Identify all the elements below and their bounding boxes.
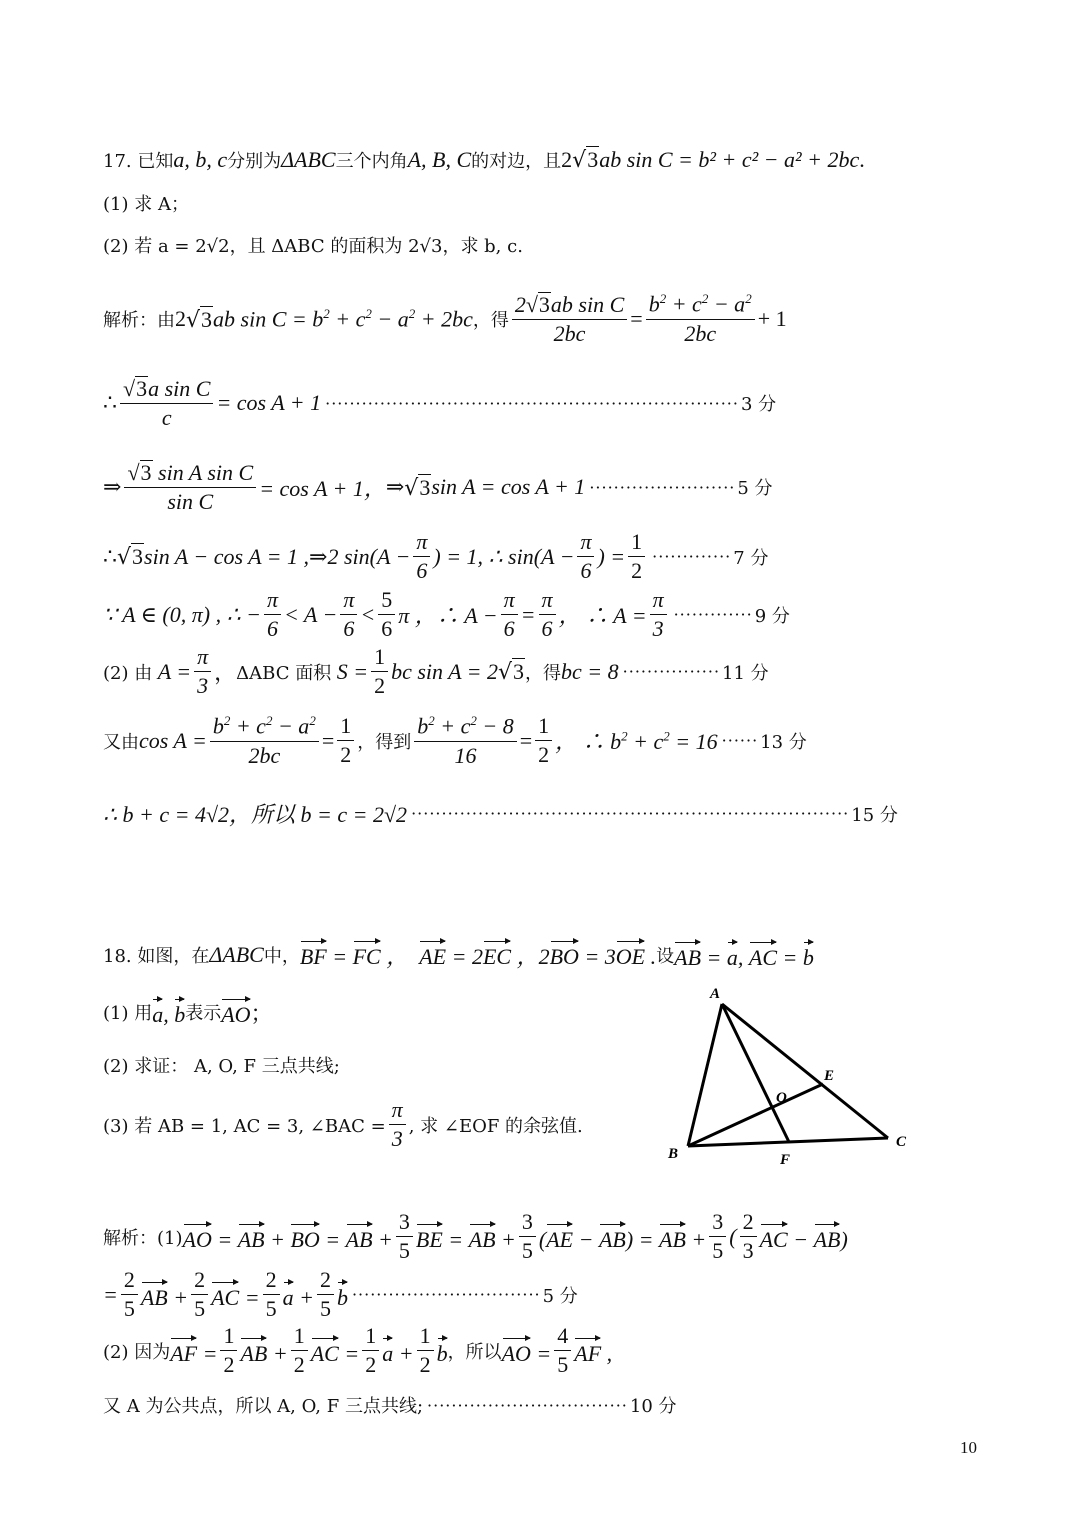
q17-intro-c: 三个内角 (335, 150, 408, 172)
q18-part1: (1) 用 a, b 表示 AO ； (103, 996, 273, 1028)
page-number: 10 (960, 1438, 977, 1457)
q18-score-5: 5 分 (542, 1285, 578, 1307)
q17-sol-label: 解析：由 (103, 310, 175, 332)
q18-part2 (103, 1052, 340, 1078)
q18-sol2-b: ，所以 (447, 1341, 502, 1363)
q18-score-10: 10 分 (629, 1396, 677, 1417)
q18-solution-2: (2) 因为 AF = $\frac{1}{2}$ AB + $\frac{1}{2}$ AC = $\frac{1}{2}$ a + $\frac{1}{2}$ b ，所以 AO = $\frac{4}{5}$ AF , (103, 1323, 613, 1378)
label-E: E (824, 1068, 835, 1084)
q17-intro-b: 分别为 (227, 150, 282, 172)
q17-step-7: ∴ √ 3 sin A − cos A = 1 , ⇒ 2 sin(A − $\frac{\pi}{6}$ ) = 1, ∴ sin(A − $\frac{\pi}{6}$ ) = $\frac{1}{2}$ ············· 7 分 (103, 529, 769, 584)
q17-sol-get: ，得 (472, 310, 509, 332)
q17-step11-mid: ΔABC 面积 (236, 662, 332, 684)
q17-step-15: ∴ b + c = 4√2，所以 b = c = 2√2 ········································································ 15 分 (103, 798, 898, 829)
q17-step13-mid: ，得到 (357, 731, 412, 753)
q17-part2-text: (2) 若 a = 2√2，且 ΔABC 的面积为 2√3，求 b, c. (103, 236, 523, 257)
label-C: C (896, 1134, 907, 1150)
score-9: 9 分 (754, 605, 790, 627)
q17-step-3: ∴ √ 3 a sin C c = cos A + 1 ···································································· 3 分 (103, 376, 777, 431)
label-B: B (668, 1146, 679, 1162)
label-O: O (776, 1090, 787, 1106)
q17-intro-d: 的对边，且 (471, 150, 562, 172)
q17-part1 (103, 190, 189, 216)
q18-intro-b: 中， (263, 945, 300, 967)
score-5: 5 分 (737, 478, 773, 500)
q18-intro-a: 18. 如图，在 (103, 945, 210, 967)
q17-step13-pre: 又由 (103, 731, 139, 753)
q17-step-11: (2) 由 A = $\frac{\pi}{3}$ ， ΔABC 面积 S = $\frac{1}{2}$ bc sin A = 2 √ 3 ，得 bc = 8 ················ 11 分 (103, 644, 769, 699)
q17-step-5: ⇒ √ 3 sin A sin C sin C = cos A + 1， ⇒ √ 3 sin A = cos A + 1 ························ 5 分 (103, 460, 773, 515)
q17-step11-pre: (2) 由 (103, 662, 153, 684)
q17-step15-text: ∴ b + c = 4√2，所以 b = c = 2√2 (103, 802, 408, 827)
q18-part1-b: 表示 (185, 1003, 222, 1024)
score-11: 11 分 (722, 662, 769, 684)
q18-sol-label: 解析：(1) (103, 1227, 183, 1249)
triangle-figure (660, 982, 920, 1172)
q17-part2 (103, 232, 523, 258)
q17-part1-text: (1) 求 A； (103, 194, 189, 215)
q18-part3-b: , 求 ∠EOF 的余弦值. (408, 1115, 583, 1137)
q18-part3-a: (3) 若 AB = 1, AC = 3, ∠BAC = (103, 1115, 386, 1137)
q17-step-13: 又由 cos A = $\frac{b^2 + c^2 - a^2}{2bc}$ = $\frac{1}{2}$ ，得到 $\frac{b^2 + c^2 - 8}{16}$ = $\frac{1}{2}$ ， ∴ $b^2 + c^2 = 16$ ······ 13 分 (103, 713, 807, 768)
q18-intro-tri: ΔABC (209, 941, 264, 967)
label-A: A (710, 986, 721, 1002)
score-7: 7 分 (733, 547, 769, 569)
q17-step-9: ∵ A ∈ (0, π) , ∴ − $\frac{\pi}{6}$ < A − $\frac{\pi}{6}$ < $\frac{5}{6}$ π ，∴ A − $\frac{\pi}{6}$ = $\frac{\pi}{6}$ ， ∴ A = $\frac{\pi}{3}$ ············· 9 分 (103, 587, 790, 642)
segment-AF (722, 1004, 789, 1142)
q18-solution-1b: = $\frac{2}{5}$ AB + $\frac{2}{5}$ AC = $\frac{2}{5}$ a + $\frac{2}{5}$ b ······························· 5 分 (103, 1267, 578, 1322)
q17-intro-vars: a, b, c (173, 146, 228, 172)
score-13: 13 分 (760, 731, 807, 753)
sqrt-3: √ 3 (572, 147, 599, 173)
q18-solution-3: 又 A 为公共点，所以 A, O, F 三点共线; ································· 10 分 (103, 1392, 677, 1418)
q18-solution-1: 解析：(1) AO = AB + BO = AB + $\frac{3}{5}$ BE = AB + $\frac{3}{5}$ (AE − AB) = AB + $\frac{3}{5}$ ( $\frac{2}{3}$ AC − AB) (103, 1209, 848, 1264)
q18-statement: 18. 如图，在 ΔABC 中， BF = FC ， AE = 2EC ，2BO = 3OE . 设 AB = a, AC = b (103, 938, 814, 971)
q17-intro-tri: ΔABC (281, 146, 336, 172)
segment-BE (688, 1084, 823, 1146)
score-3: 3 分 (740, 394, 777, 416)
q18-part3: (3) 若 AB = 1, AC = 3, ∠BAC = $\frac{\pi}{3}$ , 求 ∠EOF 的余弦值. (103, 1097, 583, 1152)
q18-part1-a: (1) 用 (103, 1003, 153, 1024)
q17-equation: ab sin C = b² + c² − a² + 2bc (599, 146, 860, 172)
q17-step11-get: ，得 (525, 662, 562, 684)
q18-sol3-text: 又 A 为公共点，所以 A, O, F 三点共线; (103, 1396, 424, 1417)
q17-statement: 17. 已知 a, b, c 分别为 ΔABC 三个内角 A, B, C 的对边，且 2 √ 3 ab sin C = b² + c² − a² + 2bc . (103, 146, 865, 173)
q17-solution-1: 解析：由 2 √ 3 ab $\sin C = b^2 + c^2 - a^2 + 2bc$ ，得 2 √ 3 ab sin C 2bc = $\frac{b^2 + c^2 - a^2}{2bc}$ + 1 (103, 291, 787, 347)
q18-intro-c: 设 (656, 945, 675, 967)
label-F: F (780, 1152, 791, 1168)
q18-sol2-a: (2) 因为 (103, 1341, 171, 1363)
q17-intro-a: 17. 已知 (103, 150, 174, 172)
side-AB (688, 1004, 722, 1146)
score-15: 15 分 (851, 804, 898, 826)
q18-part2-text: (2) 求证： A, O, F 三点共线; (103, 1056, 340, 1077)
q17-intro-angles: A, B, C (407, 146, 472, 172)
